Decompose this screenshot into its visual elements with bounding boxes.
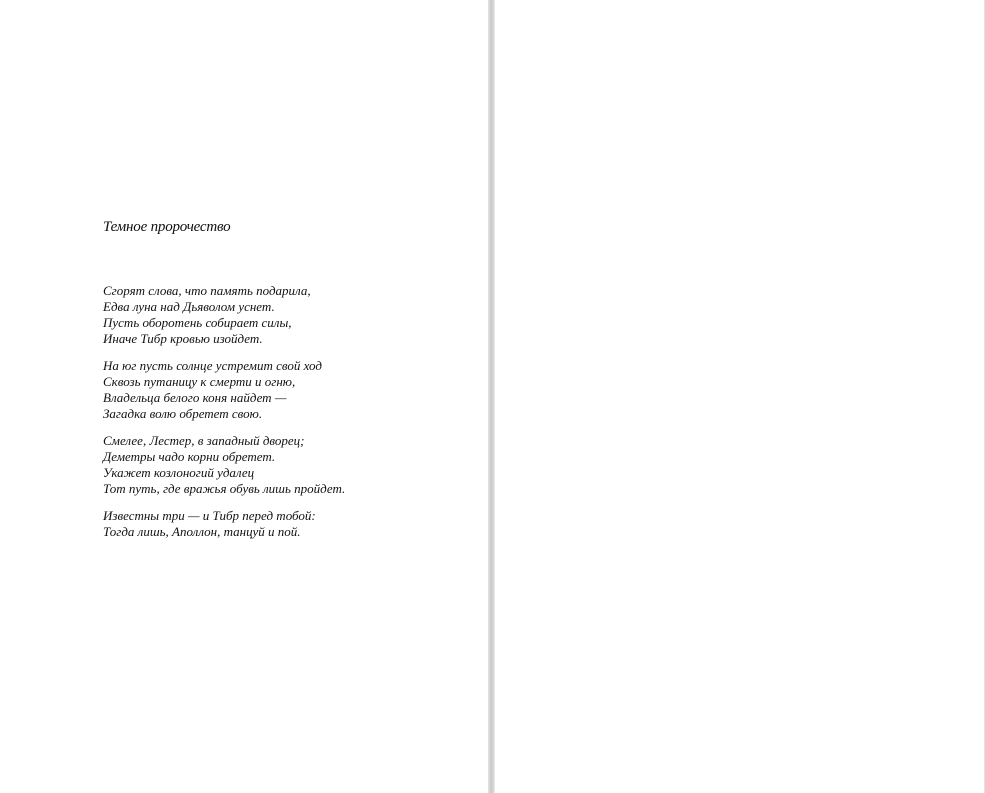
poem-body [103,283,473,551]
poem-line: Загадка волю обретет свою. [103,406,263,421]
left-page [0,0,488,793]
poem-title: Темное пророчество [103,219,231,235]
stanza [103,433,473,497]
poem-line: Известны три — и Тибр перед тобой: [103,508,316,523]
stanza [103,358,473,422]
poem-line: Едва луна над Дьяволом уснет. [103,299,275,314]
poem-line: Сгорят слова, что память подарила, [103,283,311,298]
poem-line: Тогда лишь, Аполлон, танцуй и пой. [103,524,301,539]
poem-line: Иначе Тибр кровью изойдет. [103,331,263,346]
poem-line: Сквозь путаницу к смерти и огню, [103,374,296,389]
stanza [103,283,473,347]
poem-line: Владельца белого коня найдет — [103,390,287,405]
poem-line: Смелее, Лестер, в западный дворец; [103,433,305,448]
page-gutter [488,0,495,793]
right-page [495,0,985,793]
poem-line: На юг пусть солнце устремит свой ход [103,358,322,373]
poem-line: Укажет козлоногий удалец [103,465,255,480]
poem-line: Тот путь, где вражья обувь лишь пройдет. [103,481,346,496]
poem-line: Деметры чадо корни обретет. [103,449,276,464]
poem-line: Пусть оборотень собирает силы, [103,315,292,330]
stanza [103,508,473,540]
